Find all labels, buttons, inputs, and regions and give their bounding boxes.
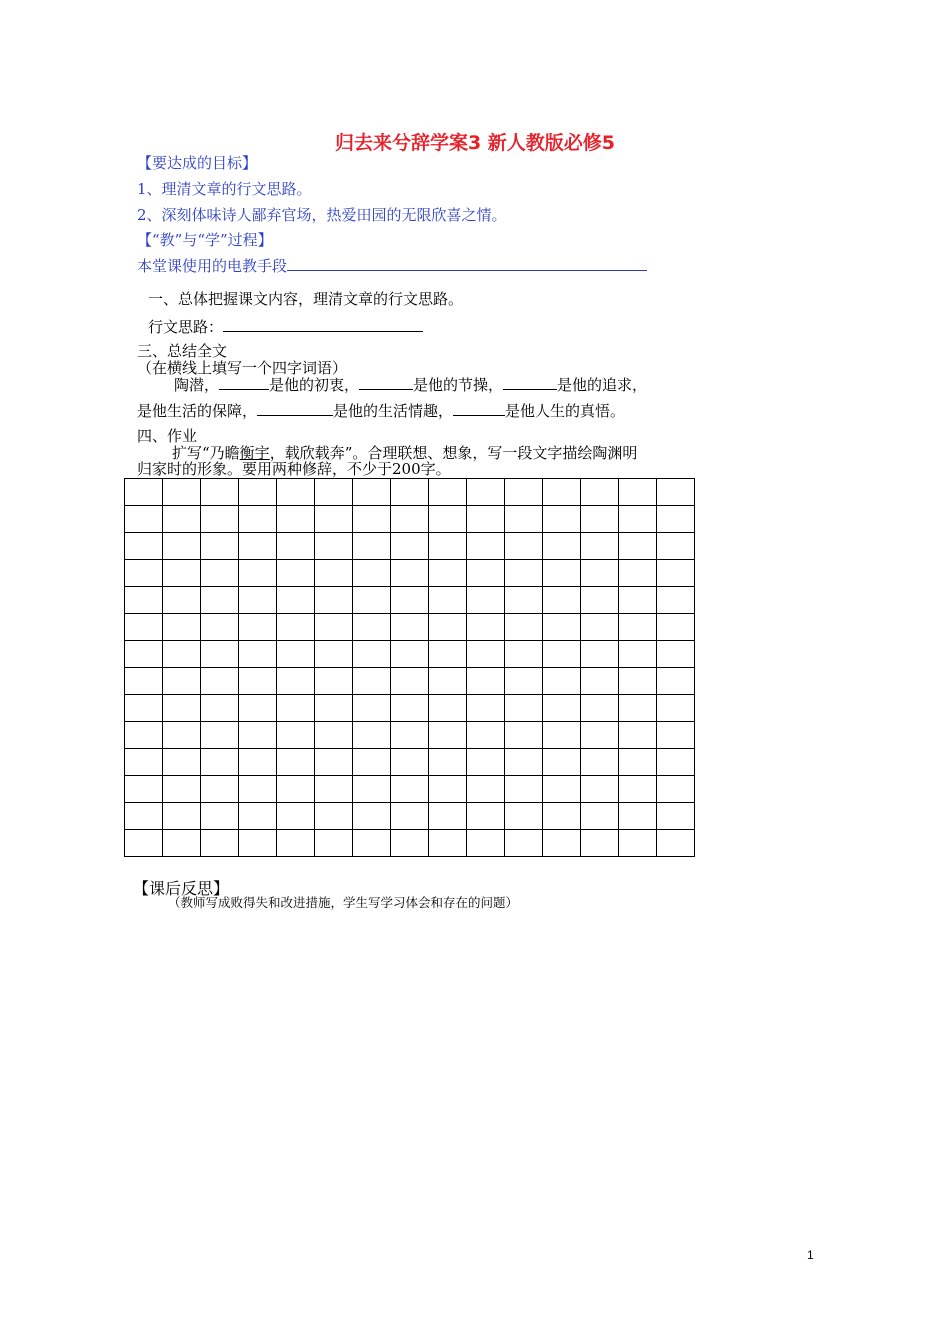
- grid-cell[interactable]: [543, 776, 581, 803]
- grid-cell[interactable]: [239, 830, 277, 857]
- grid-cell[interactable]: [391, 533, 429, 560]
- grid-cell[interactable]: [429, 803, 467, 830]
- grid-cell[interactable]: [619, 776, 657, 803]
- reflection-heading: 【课后反思】: [133, 879, 230, 898]
- media-blank[interactable]: [287, 254, 647, 271]
- grid-cell[interactable]: [429, 776, 467, 803]
- summary-text-2b: 是他的生活情趣，: [333, 402, 454, 420]
- grid-cell[interactable]: [581, 587, 619, 614]
- grid-cell[interactable]: [125, 830, 163, 857]
- section3-heading: 三、总结全文: [137, 342, 228, 360]
- goal-item-1: 1、理清文章的行文思路。: [137, 180, 312, 198]
- grid-cell[interactable]: [277, 641, 315, 668]
- grid-cell[interactable]: [429, 641, 467, 668]
- page-title: 归去来兮辞学案3 新人教版必修5: [334, 132, 616, 154]
- section1-line: [148, 315, 423, 337]
- grid-cell[interactable]: [239, 587, 277, 614]
- grid-cell[interactable]: [353, 614, 391, 641]
- grid-cell[interactable]: [391, 776, 429, 803]
- grid-cell[interactable]: [543, 614, 581, 641]
- summary-text-1b: 是他的初衷，: [269, 376, 360, 394]
- grid-cell[interactable]: [163, 830, 201, 857]
- grid-cell[interactable]: [239, 803, 277, 830]
- grid-cell[interactable]: [353, 533, 391, 560]
- grid-cell[interactable]: [543, 749, 581, 776]
- grid-cell[interactable]: [657, 749, 695, 776]
- grid-cell[interactable]: [467, 668, 505, 695]
- grid-cell[interactable]: [201, 641, 239, 668]
- grid-cell[interactable]: [619, 587, 657, 614]
- grid-cell[interactable]: [353, 695, 391, 722]
- grid-cell[interactable]: [467, 506, 505, 533]
- grid-cell[interactable]: [315, 560, 353, 587]
- grid-cell[interactable]: [543, 479, 581, 506]
- grid-cell[interactable]: [239, 506, 277, 533]
- grid-cell[interactable]: [391, 560, 429, 587]
- grid-cell[interactable]: [353, 722, 391, 749]
- grid-cell[interactable]: [277, 479, 315, 506]
- grid-cell[interactable]: [543, 668, 581, 695]
- grid-cell[interactable]: [429, 830, 467, 857]
- grid-cell[interactable]: [239, 614, 277, 641]
- summary-line-1: [174, 373, 647, 395]
- grid-cell[interactable]: [619, 641, 657, 668]
- grid-cell[interactable]: [315, 749, 353, 776]
- grid-cell[interactable]: [619, 695, 657, 722]
- grid-cell[interactable]: [277, 749, 315, 776]
- grid-cell[interactable]: [581, 722, 619, 749]
- grid-cell[interactable]: [163, 749, 201, 776]
- grid-cell[interactable]: [353, 776, 391, 803]
- grid-cell[interactable]: [239, 479, 277, 506]
- grid-cell[interactable]: [467, 830, 505, 857]
- grid-cell[interactable]: [277, 560, 315, 587]
- section4-heading: 四、作业: [137, 427, 198, 445]
- grid-cell[interactable]: [467, 587, 505, 614]
- grid-cell[interactable]: [391, 506, 429, 533]
- grid-cell[interactable]: [505, 587, 543, 614]
- grid-cell[interactable]: [581, 614, 619, 641]
- grid-cell[interactable]: [163, 533, 201, 560]
- grid-cell[interactable]: [239, 560, 277, 587]
- grid-cell[interactable]: [505, 479, 543, 506]
- grid-cell[interactable]: [619, 479, 657, 506]
- grid-cell[interactable]: [391, 614, 429, 641]
- grid-cell[interactable]: [125, 776, 163, 803]
- grid-cell[interactable]: [277, 614, 315, 641]
- goal-item-2: 2、深刻体味诗人鄙弃官场，热爱田园的无限欣喜之情。: [137, 206, 507, 224]
- grid-cell[interactable]: [163, 803, 201, 830]
- grid-cell[interactable]: [163, 695, 201, 722]
- grid-cell[interactable]: [201, 506, 239, 533]
- grid-cell[interactable]: [581, 506, 619, 533]
- grid-cell[interactable]: [467, 722, 505, 749]
- grid-cell[interactable]: [391, 695, 429, 722]
- page-number: 1: [807, 1248, 814, 1262]
- grid-cell[interactable]: [201, 533, 239, 560]
- grid-cell[interactable]: [353, 830, 391, 857]
- grid-cell[interactable]: [581, 479, 619, 506]
- grid-cell[interactable]: [163, 506, 201, 533]
- grid-cell[interactable]: [429, 749, 467, 776]
- grid-cell[interactable]: [277, 533, 315, 560]
- grid-cell[interactable]: [239, 695, 277, 722]
- grid-cell[interactable]: [391, 722, 429, 749]
- grid-cell[interactable]: [429, 722, 467, 749]
- grid-cell[interactable]: [505, 614, 543, 641]
- grid-cell[interactable]: [315, 641, 353, 668]
- grid-cell[interactable]: [619, 722, 657, 749]
- process-heading: 【“教”与“学”过程】: [137, 231, 273, 249]
- goals-heading: 【要达成的目标】: [137, 154, 258, 172]
- grid-cell[interactable]: [505, 695, 543, 722]
- grid-cell[interactable]: [429, 479, 467, 506]
- grid-cell[interactable]: [353, 641, 391, 668]
- grid-cell[interactable]: [201, 722, 239, 749]
- grid-cell[interactable]: [543, 506, 581, 533]
- grid-cell[interactable]: [315, 479, 353, 506]
- grid-cell[interactable]: [619, 560, 657, 587]
- grid-cell[interactable]: [201, 587, 239, 614]
- grid-cell[interactable]: [505, 533, 543, 560]
- grid-cell[interactable]: [125, 506, 163, 533]
- grid-cell[interactable]: [391, 749, 429, 776]
- grid-cell[interactable]: [657, 560, 695, 587]
- blank-4[interactable]: [257, 399, 333, 416]
- grid-cell[interactable]: [543, 722, 581, 749]
- grid-cell[interactable]: [353, 587, 391, 614]
- grid-cell[interactable]: [429, 560, 467, 587]
- grid-cell[interactable]: [201, 776, 239, 803]
- grid-cell[interactable]: [505, 560, 543, 587]
- grid-cell[interactable]: [163, 641, 201, 668]
- grid-cell[interactable]: [201, 560, 239, 587]
- grid-cell[interactable]: [657, 722, 695, 749]
- grid-cell[interactable]: [315, 587, 353, 614]
- grid-cell[interactable]: [353, 560, 391, 587]
- structure-blank[interactable]: [223, 315, 423, 332]
- grid-cell[interactable]: [505, 803, 543, 830]
- summary-text-2a: 是他生活的保障，: [137, 402, 258, 420]
- reflection-note: （教师写成败得失和改进措施，学生写学习体会和存在的问题）: [168, 895, 519, 910]
- grid-cell[interactable]: [543, 803, 581, 830]
- grid-cell[interactable]: [315, 668, 353, 695]
- grid-cell[interactable]: [581, 668, 619, 695]
- grid-cell[interactable]: [277, 722, 315, 749]
- summary-text-2c: 是他人生的真悟。: [505, 402, 626, 420]
- grid-cell[interactable]: [581, 533, 619, 560]
- grid-cell[interactable]: [467, 803, 505, 830]
- grid-cell[interactable]: [353, 668, 391, 695]
- grid-cell[interactable]: [391, 668, 429, 695]
- grid-cell[interactable]: [315, 614, 353, 641]
- grid-cell[interactable]: [467, 479, 505, 506]
- grid-cell[interactable]: [239, 641, 277, 668]
- grid-cell[interactable]: [201, 830, 239, 857]
- grid-cell[interactable]: [201, 479, 239, 506]
- blank-1[interactable]: [219, 373, 269, 390]
- grid-cell[interactable]: [277, 803, 315, 830]
- grid-cell[interactable]: [581, 560, 619, 587]
- grid-cell[interactable]: [125, 614, 163, 641]
- grid-cell[interactable]: [429, 533, 467, 560]
- grid-cell[interactable]: [315, 830, 353, 857]
- section3-instruction: （在横线上填写一个四字词语）: [137, 359, 348, 377]
- grid-cell[interactable]: [277, 776, 315, 803]
- grid-cell[interactable]: [315, 722, 353, 749]
- grid-cell[interactable]: [543, 560, 581, 587]
- grid-cell[interactable]: [277, 830, 315, 857]
- grid-cell[interactable]: [657, 695, 695, 722]
- grid-cell[interactable]: [581, 830, 619, 857]
- section1-heading: 一、总体把握课文内容，理清文章的行文思路。: [148, 290, 464, 308]
- grid-cell[interactable]: [163, 587, 201, 614]
- grid-cell[interactable]: [429, 614, 467, 641]
- grid-cell[interactable]: [239, 749, 277, 776]
- grid-cell[interactable]: [125, 749, 163, 776]
- writing-grid[interactable]: [124, 478, 695, 857]
- homework-line-2: 归家时的形象。要用两种修辞，不少于200字。: [137, 460, 451, 478]
- grid-cell[interactable]: [201, 749, 239, 776]
- grid-cell[interactable]: [239, 722, 277, 749]
- grid-cell[interactable]: [125, 722, 163, 749]
- grid-cell[interactable]: [505, 668, 543, 695]
- grid-cell[interactable]: [657, 533, 695, 560]
- grid-cell[interactable]: [581, 776, 619, 803]
- grid-cell[interactable]: [163, 614, 201, 641]
- grid-cell[interactable]: [581, 749, 619, 776]
- grid-cell[interactable]: [163, 722, 201, 749]
- grid-cell[interactable]: [201, 803, 239, 830]
- media-line: [137, 254, 647, 276]
- grid-cell[interactable]: [315, 776, 353, 803]
- grid-cell[interactable]: [353, 479, 391, 506]
- grid-cell[interactable]: [619, 668, 657, 695]
- section1-label: 行文思路：: [148, 318, 224, 336]
- summary-line-2: [137, 399, 625, 421]
- grid-cell[interactable]: [657, 776, 695, 803]
- grid-cell[interactable]: [125, 668, 163, 695]
- grid-cell[interactable]: [125, 695, 163, 722]
- homework-text-b: ，载欣载奔”。合理联想、想象，写一段文字描绘陶渊明: [269, 444, 638, 462]
- grid-cell[interactable]: [429, 668, 467, 695]
- grid-cell[interactable]: [125, 560, 163, 587]
- grid-cell[interactable]: [315, 533, 353, 560]
- grid-cell[interactable]: [543, 641, 581, 668]
- grid-cell[interactable]: [543, 587, 581, 614]
- grid-cell[interactable]: [201, 614, 239, 641]
- grid-cell[interactable]: [391, 803, 429, 830]
- grid-cell[interactable]: [277, 587, 315, 614]
- grid-cell[interactable]: [239, 668, 277, 695]
- grid-cell[interactable]: [467, 614, 505, 641]
- grid-cell[interactable]: [619, 803, 657, 830]
- grid-cell[interactable]: [163, 668, 201, 695]
- grid-cell[interactable]: [467, 695, 505, 722]
- grid-cell[interactable]: [239, 776, 277, 803]
- homework-text-a: 扩写“乃瞻: [172, 444, 240, 462]
- grid-cell[interactable]: [201, 668, 239, 695]
- grid-cell[interactable]: [277, 668, 315, 695]
- blank-5[interactable]: [453, 399, 505, 416]
- grid-cell[interactable]: [315, 695, 353, 722]
- grid-cell[interactable]: [391, 479, 429, 506]
- grid-cell[interactable]: [467, 641, 505, 668]
- grid-cell[interactable]: [657, 803, 695, 830]
- grid-cell[interactable]: [505, 749, 543, 776]
- grid-cell[interactable]: [505, 506, 543, 533]
- grid-cell[interactable]: [429, 506, 467, 533]
- grid-cell[interactable]: [239, 533, 277, 560]
- grid-cell[interactable]: [467, 560, 505, 587]
- grid-cell[interactable]: [619, 533, 657, 560]
- grid-cell[interactable]: [163, 479, 201, 506]
- grid-cell[interactable]: [657, 830, 695, 857]
- grid-cell[interactable]: [581, 695, 619, 722]
- grid-cell[interactable]: [505, 722, 543, 749]
- grid-cell[interactable]: [619, 830, 657, 857]
- grid-cell[interactable]: [657, 479, 695, 506]
- grid-cell[interactable]: [391, 587, 429, 614]
- grid-cell[interactable]: [619, 614, 657, 641]
- grid-cell[interactable]: [353, 749, 391, 776]
- grid-cell[interactable]: [657, 587, 695, 614]
- grid-cell[interactable]: [581, 803, 619, 830]
- grid-cell[interactable]: [353, 803, 391, 830]
- summary-text-1c: 是他的节操，: [413, 376, 504, 394]
- grid-cell[interactable]: [163, 560, 201, 587]
- blank-3[interactable]: [503, 373, 557, 390]
- grid-cell[interactable]: [467, 776, 505, 803]
- grid-cell[interactable]: [125, 803, 163, 830]
- grid-cell[interactable]: [429, 587, 467, 614]
- summary-text-1d: 是他的追求，: [557, 376, 648, 394]
- grid-cell[interactable]: [391, 641, 429, 668]
- grid-cell[interactable]: [315, 803, 353, 830]
- grid-cell[interactable]: [277, 695, 315, 722]
- grid-cell[interactable]: [391, 830, 429, 857]
- grid-cell[interactable]: [201, 695, 239, 722]
- grid-cell[interactable]: [505, 641, 543, 668]
- grid-cell[interactable]: [125, 479, 163, 506]
- grid-cell[interactable]: [163, 776, 201, 803]
- grid-cell[interactable]: [543, 533, 581, 560]
- grid-cell[interactable]: [581, 641, 619, 668]
- grid-cell[interactable]: [467, 749, 505, 776]
- grid-cell[interactable]: [543, 695, 581, 722]
- grid-cell[interactable]: [505, 830, 543, 857]
- media-label: 本堂课使用的电教手段: [137, 257, 288, 275]
- grid-cell[interactable]: [619, 506, 657, 533]
- grid-cell[interactable]: [657, 641, 695, 668]
- grid-cell[interactable]: [429, 695, 467, 722]
- grid-cell[interactable]: [657, 614, 695, 641]
- grid-cell[interactable]: [353, 506, 391, 533]
- homework-underlined-word: 衡宇: [239, 444, 270, 462]
- grid-cell[interactable]: [125, 587, 163, 614]
- grid-cell[interactable]: [657, 668, 695, 695]
- grid-cell[interactable]: [543, 830, 581, 857]
- grid-cell[interactable]: [657, 506, 695, 533]
- grid-cell[interactable]: [125, 533, 163, 560]
- grid-cell[interactable]: [505, 776, 543, 803]
- grid-cell[interactable]: [619, 749, 657, 776]
- grid-cell[interactable]: [467, 533, 505, 560]
- blank-2[interactable]: [359, 373, 413, 390]
- summary-text-1a: 陶潜，: [174, 376, 220, 394]
- grid-cell[interactable]: [125, 641, 163, 668]
- grid-cell[interactable]: [277, 506, 315, 533]
- grid-cell[interactable]: [315, 506, 353, 533]
